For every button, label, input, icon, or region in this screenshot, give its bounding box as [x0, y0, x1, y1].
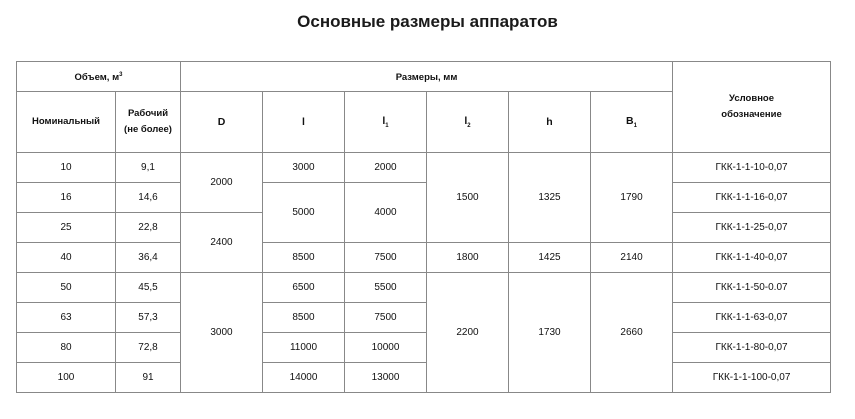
l1-cell: 10000 — [345, 333, 427, 363]
l1-cell: 2000 — [345, 153, 427, 183]
l-cell: 14000 — [263, 363, 345, 393]
l-cell: 6500 — [263, 273, 345, 303]
designation-cell: ГКК-1-1-63-0,07 — [673, 303, 831, 333]
D-header: D — [181, 92, 263, 153]
designation-cell: ГКК-1-1-16-0,07 — [673, 183, 831, 213]
working-cell: 36,4 — [116, 243, 181, 273]
table-row — [17, 243, 831, 273]
designation-cell: ГКК-1-1-100-0,07 — [673, 363, 831, 393]
designation-cell: ГКК-1-1-80-0,07 — [673, 333, 831, 363]
B1-cell: 2140 — [591, 243, 673, 273]
nominal-cell: 100 — [17, 363, 116, 393]
h-cell: 1325 — [509, 153, 591, 243]
working-cell: 57,3 — [116, 303, 181, 333]
dimensions-table — [16, 61, 831, 393]
nominal-cell: 16 — [17, 183, 116, 213]
l2-cell: 1500 — [427, 153, 509, 243]
nominal-cell: 63 — [17, 303, 116, 333]
l-cell: 8500 — [263, 243, 345, 273]
l1-header: $l_1$ — [345, 92, 427, 153]
l-cell: 5000 — [263, 183, 345, 243]
D-cell: 2000 — [181, 153, 263, 213]
B1-header: $B_1$ — [591, 92, 673, 153]
nominal-cell: 80 — [17, 333, 116, 363]
sizes-header: Размеры, мм — [181, 62, 673, 92]
D-cell: 2400 — [181, 213, 263, 273]
l1-cell: 5500 — [345, 273, 427, 303]
working-cell: 22,8 — [116, 213, 181, 243]
l1-cell: 13000 — [345, 363, 427, 393]
l1-cell: 4000 — [345, 183, 427, 243]
nominal-header: Номинальный — [17, 92, 116, 153]
page-title: Основные размеры аппаратов — [297, 12, 558, 31]
l-cell: 11000 — [263, 333, 345, 363]
h-cell: 1730 — [509, 273, 591, 393]
B1-cell: 1790 — [591, 153, 673, 243]
h-cell: 1425 — [509, 243, 591, 273]
nominal-cell: 10 — [17, 153, 116, 183]
designation-cell: ГКК-1-1-40-0,07 — [673, 243, 831, 273]
designation-header: Условное обозначение — [673, 62, 831, 153]
l2-cell: 2200 — [427, 273, 509, 393]
table-row — [17, 363, 831, 393]
D-cell: 3000 — [181, 273, 263, 393]
table-row — [17, 183, 831, 213]
working-cell: 45,5 — [116, 273, 181, 303]
nominal-cell: 50 — [17, 273, 116, 303]
l-header: l — [263, 92, 345, 153]
nominal-cell: 25 — [17, 213, 116, 243]
volume-header: Объем, $м^3$ — [17, 62, 181, 92]
nominal-cell: 40 — [17, 243, 116, 273]
l1-cell: 7500 — [345, 303, 427, 333]
l2-header: $l_2$ — [427, 92, 509, 153]
working-header: Рабочий (не более) — [116, 92, 181, 153]
table-row — [17, 273, 831, 303]
l-cell: 3000 — [263, 153, 345, 183]
h-header: h — [509, 92, 591, 153]
B1-cell: 2660 — [591, 273, 673, 393]
designation-cell: ГКК-1-1-50-0.07 — [673, 273, 831, 303]
table-row — [17, 153, 831, 183]
l1-cell: 7500 — [345, 243, 427, 273]
working-cell: 9,1 — [116, 153, 181, 183]
table-row — [17, 333, 831, 363]
working-cell: 72,8 — [116, 333, 181, 363]
l2-cell: 1800 — [427, 243, 509, 273]
working-cell: 91 — [116, 363, 181, 393]
table-row — [17, 303, 831, 333]
designation-cell: ГКК-1-1-25-0,07 — [673, 213, 831, 243]
l-cell: 8500 — [263, 303, 345, 333]
designation-cell: ГКК-1-1-10-0,07 — [673, 153, 831, 183]
header-row-1 — [17, 62, 831, 92]
working-cell: 14,6 — [116, 183, 181, 213]
